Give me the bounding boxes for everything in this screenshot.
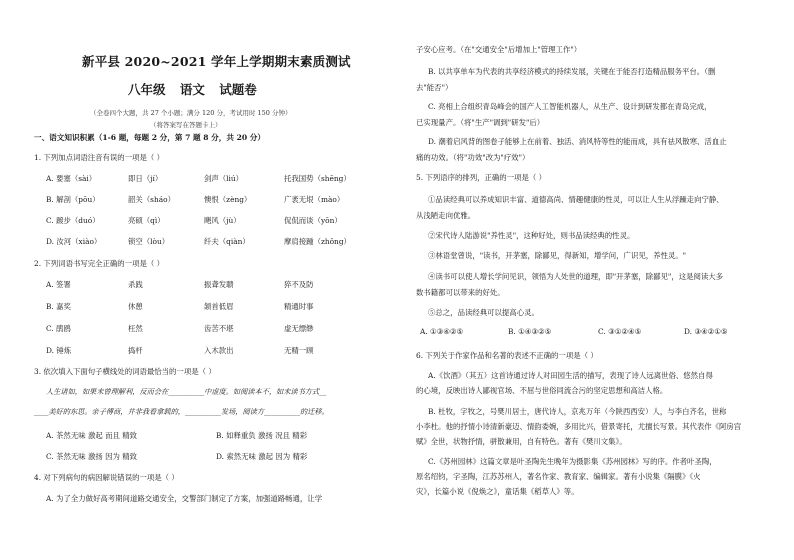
q4-option-d-line-2: 痛的功效。（将"功效"改为"疗效"） xyxy=(416,153,530,162)
q4-option-d-line-1: D. 潮着启风背的图卷子能够上在前着、独活、消风特等性的能而成，具有祛风散寒、活血止 xyxy=(428,137,727,146)
q6-option-c-line-3: 灾》，长篇小说《倪焕之》，童话集《稻草人》等。 xyxy=(416,487,579,496)
exam-note: （全卷四个大题，共 27 个小题；满分 120 分，考试用时 150 分钟） xyxy=(90,109,292,117)
q5-sentence-1-line-2: 从浅陋走向优雅。 xyxy=(416,211,476,220)
q4-option-c-line-1: C. 亮相上合组织青岛峰会的国产人工智能机器人，从生产、设计到研发都在青岛完成， xyxy=(428,102,712,111)
question-6-stem: 6. 下列关于作家作品和名著的表述不正确的一项是（ ） xyxy=(416,351,598,360)
q6-option-c-line-1: C.《苏州园林》这篇文章是叶圣陶先生晚年为摄影集《苏州园林》写的序。作者叶圣陶， xyxy=(428,457,717,466)
q6-option-a-line-1: A.《饮酒》（其五）这首诗通过诗人对田园生活的描写，表现了诗人远离世俗、悠然自得 xyxy=(428,371,713,380)
q4-a-cont: 子安心应考。（在"交通安全"后增加上"管理工作"） xyxy=(416,45,582,54)
q4-option-b-line-1: B. 以共享单车为代表的共享经济模式的持续发展，关键在于能否打造精品服务平台。（删 xyxy=(428,67,716,76)
q5-sentence-3: ③林语堂曾说，"读书，开茅塞，除鄙见，得新知，增学问，广识见，养性灵。" xyxy=(428,251,687,260)
q4-option-b-line-2: 去"能否"） xyxy=(416,83,453,92)
question-5-stem: 5. 下列语序的排列，正确的一项是（ ） xyxy=(416,173,547,182)
q4-option-c-line-2: 已实现量产。（将"生产"调到"研发"后） xyxy=(416,118,545,127)
q5-sentence-2: ②宋代诗人陆游说"养性灵"，这种好处，则书品读经典的性灵。 xyxy=(428,231,635,240)
q3-passage-line-2: ____美好的东思。亲子傅商，并非我看拿载的，__________发场，阅读方__________的迁移。 xyxy=(34,407,329,416)
q6-option-c-line-2: 原名绍钧，字圣陶，江苏苏州人，著名作家、教育家、编辑家。著有小说集《隔膜》《火 xyxy=(416,472,701,481)
q5-sentence-4-line-2: 数书籍都可以带来的好处。 xyxy=(416,288,505,297)
answer-note: （将答案写在答题卡上） xyxy=(150,121,222,129)
left-column: 新平县 2020~2021 学年上学期期末素质测试 八年级 语文 试题卷 （全卷四个大题，共 27 个小题；满分 120 分，考试用时 150 分钟） （将答案写在答题卡上） 一、语文知识积累（1-6 题，每题 2 分，第 7 题 8 分，共 20 分） 1. 下列加点词语注音有误的一项是（ ） A. 要塞（sài） 即日（jí） 剑声（liú） 托我国势（shēng） B. 解剖（pōu） 韶关（sháo） 懊恨（zèng） 广袤无垠（mào） C. 踱步（duó） 亮硕（qì） 飓风（jù） 侃侃而谈（yōn） D. 汝河（xiào） 锁空（lòu） 纤夫（qiàn） 摩肩接踵（zhǒng） 2. 下列词语书写完全正确的一项是（ ） A. 签署 杀践 振聋发聩 猝不及防 B. 嘉奖 休憩 颔首低眉 精通时事 C. 鹃鸥 枉然 齿苦不堪 虚无缥缈 D. 锤炼 捣杆 入木款出 无精一顾 3. 依次填入下面句子横线处的词语最恰当的一项是（ ） 人生诸如，如果未曾理解利，反而会在__________中虚度。如阅读本不，如未读书方式__ ____美好的东思。亲子傅商，并非我看拿载的，__________发场，阅读方__________的迁移。 A. 茶然无味 激起 而且 精致 B. 如释重负 激扬 况且 精彩 C. 茶然无味 激扬 因为 精致 D. 索然无味 激起 因为 精彩 4. 对下列病句的病因解说错误的一项是（ ） A. 为了全力做好高考期间道路交通安全，交警部门制定了方案，加强道路畅通，让学 xyxy=(34,54,351,503)
question-3-stem: 3. 依次填入下面句子横线处的词语最恰当的一项是（ ） xyxy=(34,367,216,376)
exam-subtitle: 八年级 语文 试题卷 xyxy=(128,82,257,97)
question-1-stem: 1. 下列加点词语注音有误的一项是（ ） xyxy=(34,153,165,162)
q5-sentence-4-line-1: ④读书可以使人增长学问见识，领悟为人处世的道理，即"开茅塞，除鄙见"，这是阅读大多 xyxy=(428,272,724,281)
q5-sentence-1-line-1: ①品读经典可以养成知识丰富、道德高尚、情趣健康的性灵，可以让人生从浮躁走向宁静、 xyxy=(428,195,724,204)
q3-passage-line-1: 人生诸如，如果未曾理解利，反而会在__________中虚度。如阅读本不，如未读书方式__ xyxy=(46,387,327,396)
q6-option-a-line-2: 的心境，反映出诗人鄙视官场、不屈与世俗同流合污的坚定思想和高洁人格。 xyxy=(416,386,668,395)
q5-sentence-5: ⑤总之，品读经典可以提高心灵。 xyxy=(428,308,539,317)
exam-title: 新平县 2020~2021 学年上学期期末素质测试 xyxy=(82,54,351,69)
section-1-heading: 一、语文知识积累（1-6 题，每题 2 分，第 7 题 8 分，共 20 分） xyxy=(34,133,265,142)
q6-option-b-line-3: 赋》全世，状物抒情，骈散兼用，自有特色。著有《樊川文集》。 xyxy=(416,437,627,446)
q6-option-b-line-1: B. 杜牧，字牧之，号樊川居士，唐代诗人，京兆万年（今陕西西安）人，与李白齐名，世称 xyxy=(428,407,727,416)
q4-option-a: A. 为了全力做好高考期间道路交通安全，交警部门制定了方案，加强道路畅通，让学 xyxy=(46,494,323,503)
right-column: 子安心应考。（在"交通安全"后增加上"管理工作"） B. 以共享单车为代表的共享经济模式的持续发展，关键在于能否打造精品服务平台。（删 去"能否"） C. 亮相上合组织青岛峰会的国产人工智能机器人，从生产、设计到研发都在青岛完成， 已实现量产。（将"生产"调到"研发"后） D. 潮着启风背的图卷子能够上在前着、独活、消风特等性的能而成，具有祛风散寒、活血止 痛的功效。（将"功效"改为"疗效"） 5. 下列语序的排列，正确的一项是（ ） ①品读经典可以养成知识丰富、道德高尚、情趣健康的性灵，可以让人生从浮躁走向宁静、 从浅陋走向优雅。 ②宋代诗人陆游说"养性灵"，这种好处，则书品读经典的性灵。 ③林语堂曾说，"读书，开茅塞，除鄙见，得新知，增学问，广识见，养性灵。" ④读书可以使人增长学问见识，领悟为人处世的道理，即"开茅塞，除鄙见"，这是阅读大多 数书籍都可以带来的好处。 ⑤总之，品读经典可以提高心灵。 A. ①③④②⑤ B. ①④③②⑤ C. ③①②④⑤ D. ③④②①⑤ 6. 下列关于作家作品和名著的表述不正确的一项是（ ） A.《饮酒》（其五）这首诗通过诗人对田园生活的描写，表现了诗人远离世俗、悠然自得 的心境，反映出诗人鄙视官场、不屈与世俗同流合污的坚定思想和高洁人格。 B. 杜牧，字牧之，号樊川居士，唐代诗人，京兆万年（今陕西西安）人，与李白齐名，世称 小李杜。他的抒情小诗清新豪迈、情韵委婉，多用比兴，借景寄托，尤擅长写景。其代表作《阿房宫 赋》全世，状物抒情，骈散兼用，自有特色。著有《樊川文集》。 C.《苏州园林》这篇文章是叶圣陶先生晚年为摄影集《苏州园林》写的序。作者叶圣陶， 原名绍钧，字圣陶，江苏苏州人，著名作家、教育家、编辑家。著有小说集《隔膜》《火 灾》，长篇小说《倪焕之》，童话集《稻草人》等。 xyxy=(416,45,742,496)
q6-option-b-line-2: 小李杜。他的抒情小诗清新豪迈、情韵委婉，多用比兴，借景寄托，尤擅长写景。其代表作《阿房宫 xyxy=(416,422,742,431)
question-2-stem: 2. 下列词语书写完全正确的一项是（ ） xyxy=(34,259,165,268)
question-4-stem: 4. 对下列病句的病因解说错误的一项是（ ） xyxy=(34,473,179,482)
